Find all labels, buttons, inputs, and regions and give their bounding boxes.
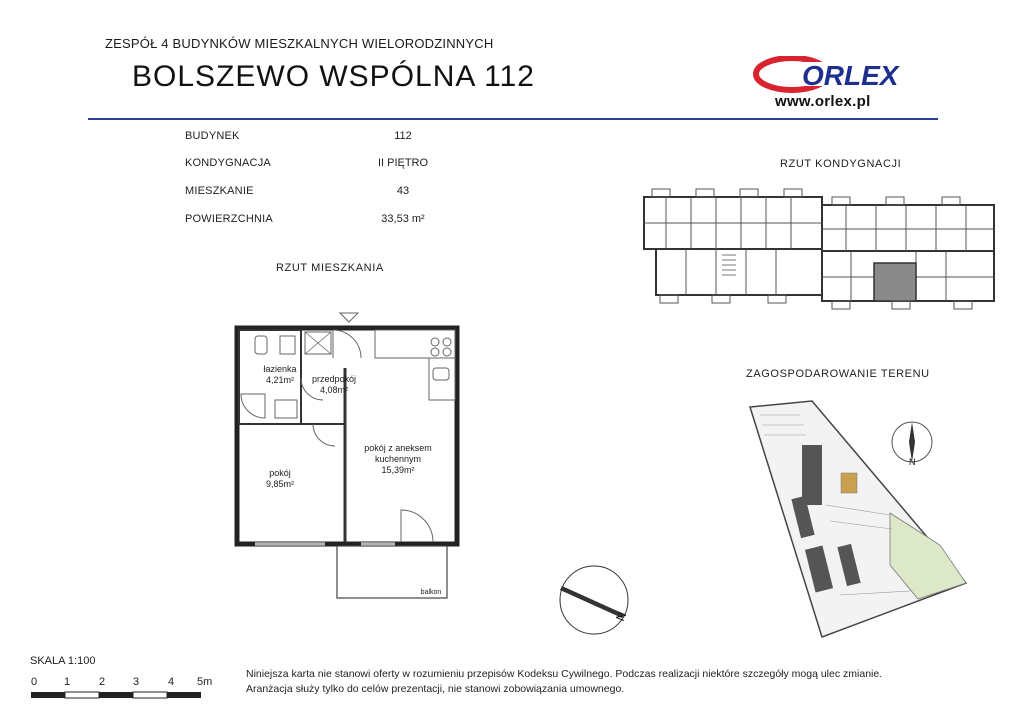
room-hallway-area: 4,08m² <box>319 385 348 395</box>
room-living-kitchen-name: pokój z aneksem kuchennym <box>364 443 432 464</box>
room-bathroom-area: 4,21m² <box>265 375 294 385</box>
site-plan-label: ZAGOSPODAROWANIE TERENU <box>746 368 930 380</box>
site-north-arrow-icon <box>888 418 938 468</box>
header-divider <box>88 118 938 120</box>
disclaimer-line-2: Aranżacja służy tylko do celów prezentacji, nie stanowi zobowiązania umownego. <box>246 683 625 695</box>
room-bathroom-name: łazienka <box>263 364 297 374</box>
scale-label: SKALA 1:100 <box>30 655 96 667</box>
highlighted-apartment <box>874 263 916 301</box>
info-label-area: POWIERZCHNIA <box>185 213 273 225</box>
scale-tick-1: 1 <box>64 676 71 688</box>
room-bedroom-area: 9,85m² <box>265 479 294 489</box>
floor-plan-label: RZUT KONDYGNACJI <box>780 158 902 170</box>
scale-tick-4: 4 <box>168 676 175 688</box>
website-url: www.orlex.pl <box>775 93 871 110</box>
info-value-floor: II PIĘTRO <box>377 157 429 169</box>
floor-key-plan <box>636 185 1001 315</box>
disclaimer-line-1: Niniejsza karta nie stanowi oferty w rozumieniu przepisów Kodeksu Cywilnego. Podczas realizacji niektóre szczegóły mogą ulec zmianie. <box>246 668 883 680</box>
info-label-apartment: MIESZKANIE <box>185 185 254 197</box>
project-subtitle: ZESPÓŁ 4 BUDYNKÓW MIESZKALNYCH WIELORODZINNYCH <box>105 36 494 51</box>
site-plan <box>740 395 980 645</box>
scale-tick-5: 5m <box>197 676 213 688</box>
info-value-area: 33,53 m² <box>381 213 425 225</box>
room-living-kitchen <box>356 443 440 476</box>
room-hallway-name: przedpokój <box>311 374 357 384</box>
apartment-north-label: N <box>613 609 630 623</box>
logo-wordmark: ORLEX <box>802 60 899 91</box>
scale-tick-2: 2 <box>99 676 106 688</box>
info-value-building: 112 <box>394 130 412 142</box>
scale-tick-3: 3 <box>133 676 140 688</box>
info-value-apartment: 43 <box>396 185 410 197</box>
room-living-kitchen-area: 15,39m² <box>381 465 415 475</box>
project-title: BOLSZEWO WSPÓLNA 112 <box>132 60 535 93</box>
info-label-building: BUDYNEK <box>185 130 240 142</box>
room-hallway <box>300 374 368 396</box>
scale-tick-0: 0 <box>31 676 38 688</box>
scale-bar <box>30 690 216 700</box>
room-balcony-name: balkon <box>420 589 442 596</box>
room-bedroom-name: pokój <box>269 468 291 478</box>
site-north-label: N <box>909 457 916 467</box>
info-label-floor: KONDYGNACJA <box>185 157 271 169</box>
apartment-compass-icon <box>556 562 636 642</box>
room-bedroom <box>254 468 306 490</box>
apartment-plan-label: RZUT MIESZKANIA <box>276 262 384 274</box>
